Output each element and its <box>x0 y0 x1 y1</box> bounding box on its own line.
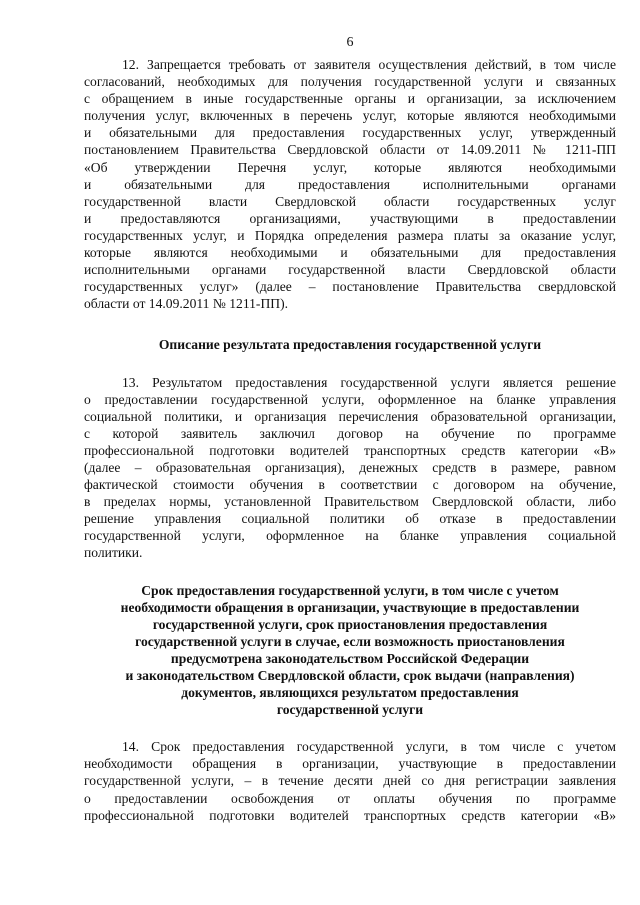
heading-line: государственной услуги в случае, если возможность приостановления <box>135 633 565 649</box>
heading-line: Срок предоставления государственной услуги, в том числе с учетом <box>141 582 559 598</box>
paragraph-line: профессиональной подготовки водителей транспортных средств категории «В» <box>84 442 616 458</box>
paragraph-line: фактической стоимости обучения в соответствии с договором на обучение, <box>84 477 616 493</box>
heading-line: необходимости обращения в организации, участвующие в предоставлении <box>120 599 580 615</box>
paragraph-line: о предоставлении государственной услуги, оформленное на бланке управления <box>84 391 616 407</box>
heading-line: государственной услуги, срок приостановления предоставления <box>152 616 548 632</box>
paragraph-line: о предоставлении освобождения от оплаты обучения по программе <box>84 790 616 806</box>
paragraph-line: постановлением Правительства Свердловской области от 14.09.2011 № 1211-ПП <box>84 142 616 158</box>
paragraph-line: и обязательными для предоставления исполнительными органами <box>84 176 616 192</box>
paragraph-12 <box>84 56 616 312</box>
paragraph-line: профессиональной подготовки водителей транспортных средств категории «В» <box>84 807 616 823</box>
heading-line: предусмотрена законодательством Российской Федерации <box>170 650 530 666</box>
paragraph-14 <box>84 738 616 823</box>
paragraph-line: государственных услуг, и Порядка определения размера платы за оказание услуг, <box>84 227 616 243</box>
paragraph-line: государственных услуг» (далее – постановление Правительства свердловской <box>84 279 616 295</box>
paragraph-line: социальной политики, и организация перечисления образовательной организации, <box>84 408 616 424</box>
paragraph-line: государственной услуги, оформленное на бланке управления социальной <box>84 528 616 544</box>
paragraph-13 <box>84 374 616 562</box>
paragraph-line: решение управления социальной политики об отказе в предоставлении <box>84 511 616 527</box>
paragraph-line: и предоставляются организациями, участвующими в предоставлении <box>84 210 616 226</box>
paragraph-line: с которой заявитель заключил договор на обучение по программе <box>84 425 616 441</box>
section-heading-result <box>84 336 616 353</box>
paragraph-line: (далее – образовательная организация), денежных средств в размере, равном <box>84 459 616 475</box>
paragraph-line: необходимости обращения в организации, участвующие в предоставлении <box>84 756 616 772</box>
paragraph-line: получения услуг, включенных в перечень услуг, которые являются необходимыми <box>84 108 616 124</box>
paragraph-line: которые являются необходимыми и обязательными для предоставления <box>84 245 616 261</box>
heading-line: документов, являющихся результатом предоставления <box>181 685 519 701</box>
paragraph-line: 14. Срок предоставления государственной услуги, в том числе с учетом <box>122 739 616 755</box>
paragraph-line: государственной власти Свердловской области государственных услуг <box>84 193 616 209</box>
document-page <box>84 34 616 824</box>
page-number: 6 <box>346 35 354 50</box>
paragraph-line: в пределах нормы, установленной Правительством Свердловской области, либо <box>84 494 616 510</box>
paragraph-line: и обязательными для предоставления государственных услуг, утвержденный <box>84 125 616 141</box>
section-heading-term <box>84 582 616 719</box>
heading-line: и законодательством Свердловской области, срок выдачи (направления) <box>125 668 575 683</box>
paragraph-line: 12. Запрещается требовать от заявителя осуществления действий, в том числе <box>122 57 616 72</box>
paragraph-line: области от 14.09.2011 № 1211-ПП). <box>84 296 288 312</box>
paragraph-line: исполнительными органами государственной власти Свердловской области <box>84 262 616 278</box>
paragraph-line: согласований, необходимых для получения государственной услуги и связанных <box>84 74 616 90</box>
paragraph-line: политики. <box>84 545 143 561</box>
paragraph-line: с обращением в иные государственные органы и организации, за исключением <box>84 91 616 107</box>
paragraph-line: «Об утверждении Перечня услуг, которые являются необходимыми <box>84 159 616 175</box>
paragraph-line: государственной услуги, – в течение десяти дней со дня регистрации заявления <box>84 773 616 789</box>
heading-line: государственной услуги <box>276 702 424 718</box>
paragraph-line: 13. Результатом предоставления государственной услуги является решение <box>122 374 616 390</box>
heading-line: Описание результата предоставления государственной услуги <box>158 337 542 353</box>
